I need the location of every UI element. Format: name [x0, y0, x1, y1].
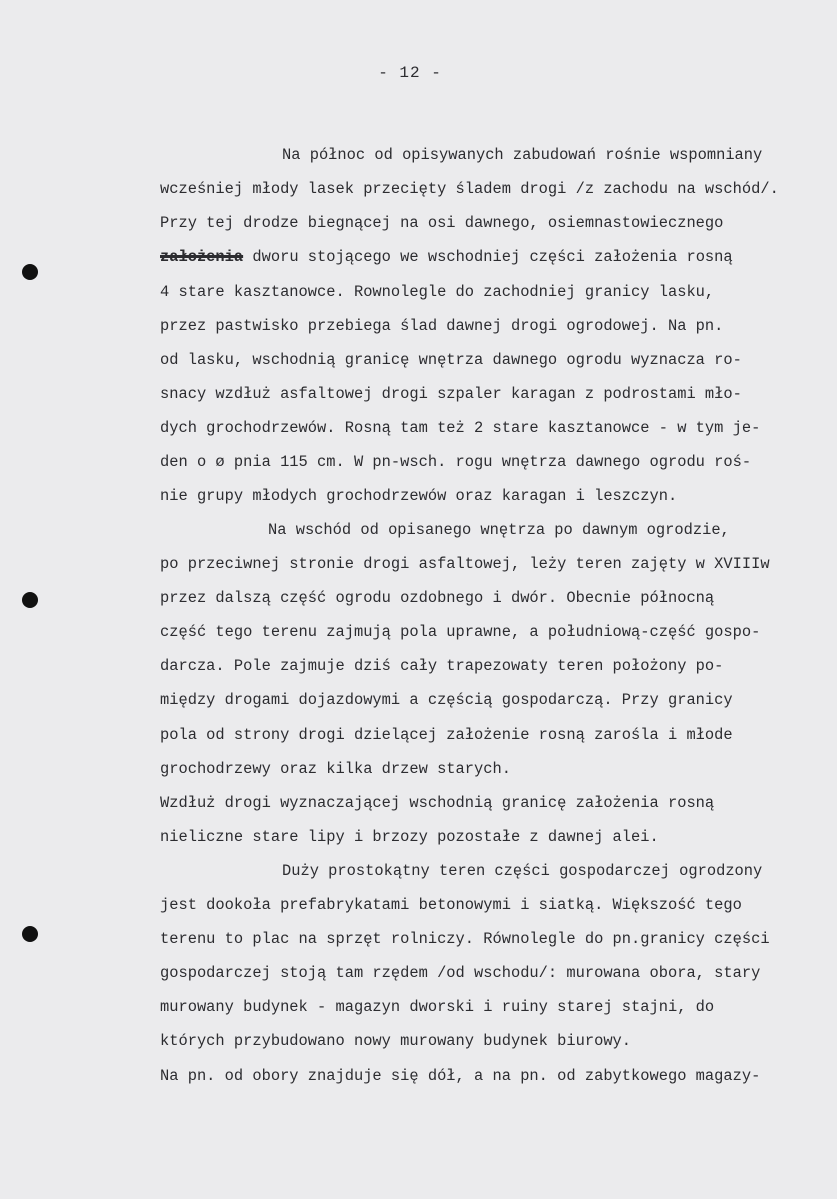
struck-out-word: założenia — [160, 248, 244, 266]
text-line: przez dalszą część ogrodu ozdobnego i dwór. Obecnie północną — [160, 589, 715, 607]
text-line: część tego terenu zajmują pola uprawne, a południową-część gospo- — [160, 623, 761, 641]
text-line: terenu to plac na sprzęt rolniczy. Równolegle do pn.granicy części — [160, 930, 770, 948]
text-line: Na pn. od obory znajduje się dół, a na pn. od zabytkowego magazy- — [160, 1067, 761, 1085]
text-line: jest dookoła prefabrykatami betonowymi i siatką. Większość tego — [160, 896, 742, 914]
text-line: między drogami dojazdowymi a częścią gospodarczą. Przy granicy — [160, 691, 733, 709]
text-line: den o ø pnia 115 cm. W pn-wsch. rogu wnętrza dawnego ogrodu roś- — [160, 453, 752, 471]
text-line: nieliczne stare lipy i brzozy pozostałe z dawnej alei. — [160, 828, 659, 846]
text-line: Wzdłuż drogi wyznaczającej wschodnią granicę założenia rosną — [160, 794, 715, 812]
text-line: darcza. Pole zajmuje dziś cały trapezowaty teren położony po- — [160, 657, 724, 675]
text-line: gospodarczej stoją tam rzędem /od wschodu/: murowana obora, stary — [160, 964, 761, 982]
punch-hole — [22, 592, 38, 608]
text-line: nie grupy młodych grochodrzewów oraz karagan i leszczyn. — [160, 487, 678, 505]
text-line: 4 stare kasztanowce. Rownolegle do zachodniej granicy lasku, — [160, 283, 715, 301]
punch-hole — [22, 926, 38, 942]
text-line: grochodrzewy oraz kilka drzew starych. — [160, 760, 511, 778]
text-line: Duży prostokątny teren części gospodarczej ogrodzony — [282, 862, 763, 880]
page-number: - 12 - — [378, 64, 442, 82]
text-line: po przeciwnej stronie drogi asfaltowej, leży teren zajęty w XVIIIw — [160, 555, 770, 573]
text-line: pola od strony drogi dzielącej założenie rosną zarośla i młode — [160, 726, 733, 744]
text-line: dych grochodrzewów. Rosną tam też 2 stare kasztanowce - w tym je- — [160, 419, 761, 437]
text-line-rest: dworu stojącego we wschodniej części założenia rosną — [252, 248, 733, 266]
text-line: od lasku, wschodnią granicę wnętrza dawnego ogrodu wyznacza ro- — [160, 351, 742, 369]
text-line: Przy tej drodze biegnącej na osi dawnego, osiemnastowiecznego — [160, 214, 724, 232]
text-line: Na wschód od opisanego wnętrza po dawnym ogrodzie, — [268, 521, 730, 539]
punch-hole — [22, 264, 38, 280]
text-line-with-strikeout — [160, 247, 733, 267]
text-line: snacy wzdłuż asfaltowej drogi szpaler karagan z podrostami mło- — [160, 385, 742, 403]
text-line: których przybudowano nowy murowany budynek biurowy. — [160, 1032, 632, 1050]
text-line: wcześniej młody lasek przecięty śladem drogi /z zachodu na wschód/. — [160, 180, 779, 198]
text-line: murowany budynek - magazyn dworski i ruiny starej stajni, do — [160, 998, 715, 1016]
text-line: przez pastwisko przebiega ślad dawnej drogi ogrodowej. Na pn. — [160, 317, 724, 335]
text-line: Na północ od opisywanych zabudowań rośnie wspomniany — [282, 146, 763, 164]
